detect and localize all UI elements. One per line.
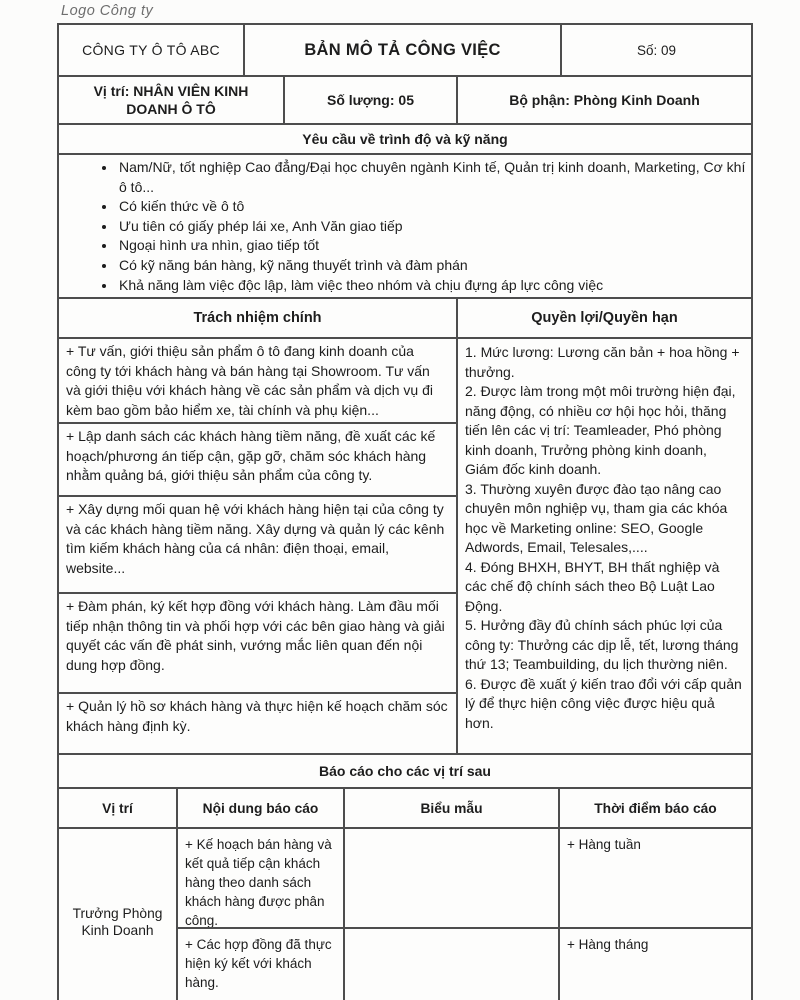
main-section-header-row xyxy=(59,299,751,339)
benefit-item: 5. Hưởng đầy đủ chính sách phúc lợi của công ty: Thưởng các dịp lễ, tết, lương tháng thứ 13; Teambuilding, du lịch thường niên. xyxy=(465,617,739,672)
benefits-column xyxy=(458,339,751,753)
company-name-cell: CÔNG TY Ô TÔ ABC xyxy=(59,25,245,75)
requirement-item: • Ưu tiên có giấy phép lái xe, Anh Văn giao tiếp xyxy=(117,217,751,237)
header-row xyxy=(59,25,751,77)
column-header-position: Vị trí xyxy=(59,789,178,827)
report-form-cell xyxy=(345,929,560,1000)
reporting-title: Báo cáo cho các vị trí sau xyxy=(59,755,751,789)
responsibility-item: + Quản lý hồ sơ khách hàng và thực hiện kế hoạch chăm sóc khách hàng định kỳ. xyxy=(66,698,448,734)
reporting-position-cell: Trưởng Phòng Kinh Doanh xyxy=(59,829,178,1000)
requirement-item: • Ngoại hình ưa nhìn, giao tiếp tốt xyxy=(117,236,751,256)
reporting-header-row xyxy=(59,789,751,829)
benefit-item: 6. Được đề xuất ý kiến trao đổi với cấp quản lý để thực hiện công việc được hiệu quả hơn. xyxy=(465,675,742,731)
benefit-item: 4. Đóng BHXH, BHYT, BH thất nghiệp và các chế độ chính sách theo Bộ Luật Lao Động. xyxy=(465,558,720,614)
requirements-cell xyxy=(59,155,751,297)
responsibility-item: + Tư vấn, giới thiệu sản phẩm ô tô đang kinh doanh của công ty tới khách hàng và bán hàng tại Showroom. Tư vấn và giới thiệu với khách hàng về các sản phẩm và dịch vụ đi kèm bao gồm bảo hiểm xe, tài chính và phụ kiện... xyxy=(59,339,456,424)
column-header-form: Biểu mẫu xyxy=(345,789,560,827)
responsibility-item: + Xây dựng mối quan hệ với khách hàng hiện tại của công ty và các khách hàng tiềm năng. Xây dựng và quản lý các kênh tìm kiếm khách hàng của cá nhân: điện thoại, email, website... xyxy=(59,497,456,594)
requirement-item: • Nam/Nữ, tốt nghiệp Cao đẳng/Đại học chuyên ngành Kinh tế, Quản trị kinh doanh, Marketing, Cơ khí ô tô... xyxy=(117,158,751,197)
requirements-section xyxy=(59,155,751,299)
benefit-item: 1. Mức lương: Lương căn bản + hoa hồng + thưởng. xyxy=(465,344,740,380)
benefit-item: 3. Thường xuyên được đào tạo nâng cao chuyên môn nghiệp vụ, tham gia các khóa học về Marketing online: SEO, Google Adwords, Email, Telesales,.... xyxy=(465,480,728,555)
reporting-rows xyxy=(178,829,751,1000)
position-cell: Vị trí: NHÂN VIÊN KINH DOANH Ô TÔ xyxy=(59,77,285,123)
department-cell: Bộ phận: Phòng Kinh Doanh xyxy=(509,92,700,108)
responsibilities-column xyxy=(59,339,458,753)
report-content-cell: + Kế hoạch bán hàng và kết quả tiếp cận khách hàng theo danh sách khách hàng được phân công. xyxy=(178,829,345,927)
position-row xyxy=(59,77,751,125)
main-body-row xyxy=(59,339,751,755)
benefits-title: Quyền lợi/Quyền hạn xyxy=(531,310,678,326)
report-content-cell: + Các hợp đồng đã thực hiện ký kết với khách hàng. xyxy=(178,929,345,1000)
requirements-title: Yêu cầu về trình độ và kỹ năng xyxy=(59,125,751,155)
document-title: BẢN MÔ TẢ CÔNG VIỆC xyxy=(245,25,562,75)
company-logo-text: Logo Công ty xyxy=(61,3,154,19)
table-row xyxy=(178,929,751,1000)
report-time-cell: + Hàng tháng xyxy=(567,937,649,952)
reporting-body xyxy=(59,829,751,1000)
responsibility-item: + Đàm phán, ký kết hợp đồng với khách hàng. Làm đầu mối tiếp nhận thông tin và phối hợp với các bên giao hàng và giải quyết các vấn đề phát sinh, vướng mắc liên quan đến nội dung hợp đồng. xyxy=(59,594,456,694)
requirements-list xyxy=(59,158,751,295)
responsibilities-title: Trách nhiệm chính xyxy=(59,299,458,337)
document-number: Số: 09 xyxy=(636,42,677,58)
responsibility-item: + Lập danh sách các khách hàng tiềm năng, đề xuất các kế hoạch/phương án tiếp cận, gặp gỡ, chăm sóc khách hàng nhằm quảng bá, giới thiệu sản phẩm của công ty. xyxy=(59,424,456,497)
requirement-item: • Có kỹ năng bán hàng, kỹ năng thuyết trình và đàm phán xyxy=(117,256,751,276)
job-description-table xyxy=(57,23,753,1000)
column-header-time: Thời điểm báo cáo xyxy=(594,800,717,816)
report-time-cell: + Hàng tuần xyxy=(567,837,641,852)
quantity-cell: Số lượng: 05 xyxy=(285,77,458,123)
requirement-item: • Khả năng làm việc độc lập, làm việc theo nhóm và chịu đựng áp lực công việc xyxy=(117,276,751,296)
column-header-content: Nội dung báo cáo xyxy=(178,789,345,827)
requirement-item: • Có kiến thức về ô tô xyxy=(117,197,751,217)
table-row xyxy=(178,829,751,929)
report-form-cell xyxy=(345,829,560,927)
benefit-item: 2. Được làm trong một môi trường hiện đại, năng động, có nhiều cơ hội học hỏi, thăng tiến lên các vị trí: Teamleader, Phó phòng kinh doanh, Trưởng phòng kinh doanh, Giám đốc kinh doanh. xyxy=(465,383,736,477)
